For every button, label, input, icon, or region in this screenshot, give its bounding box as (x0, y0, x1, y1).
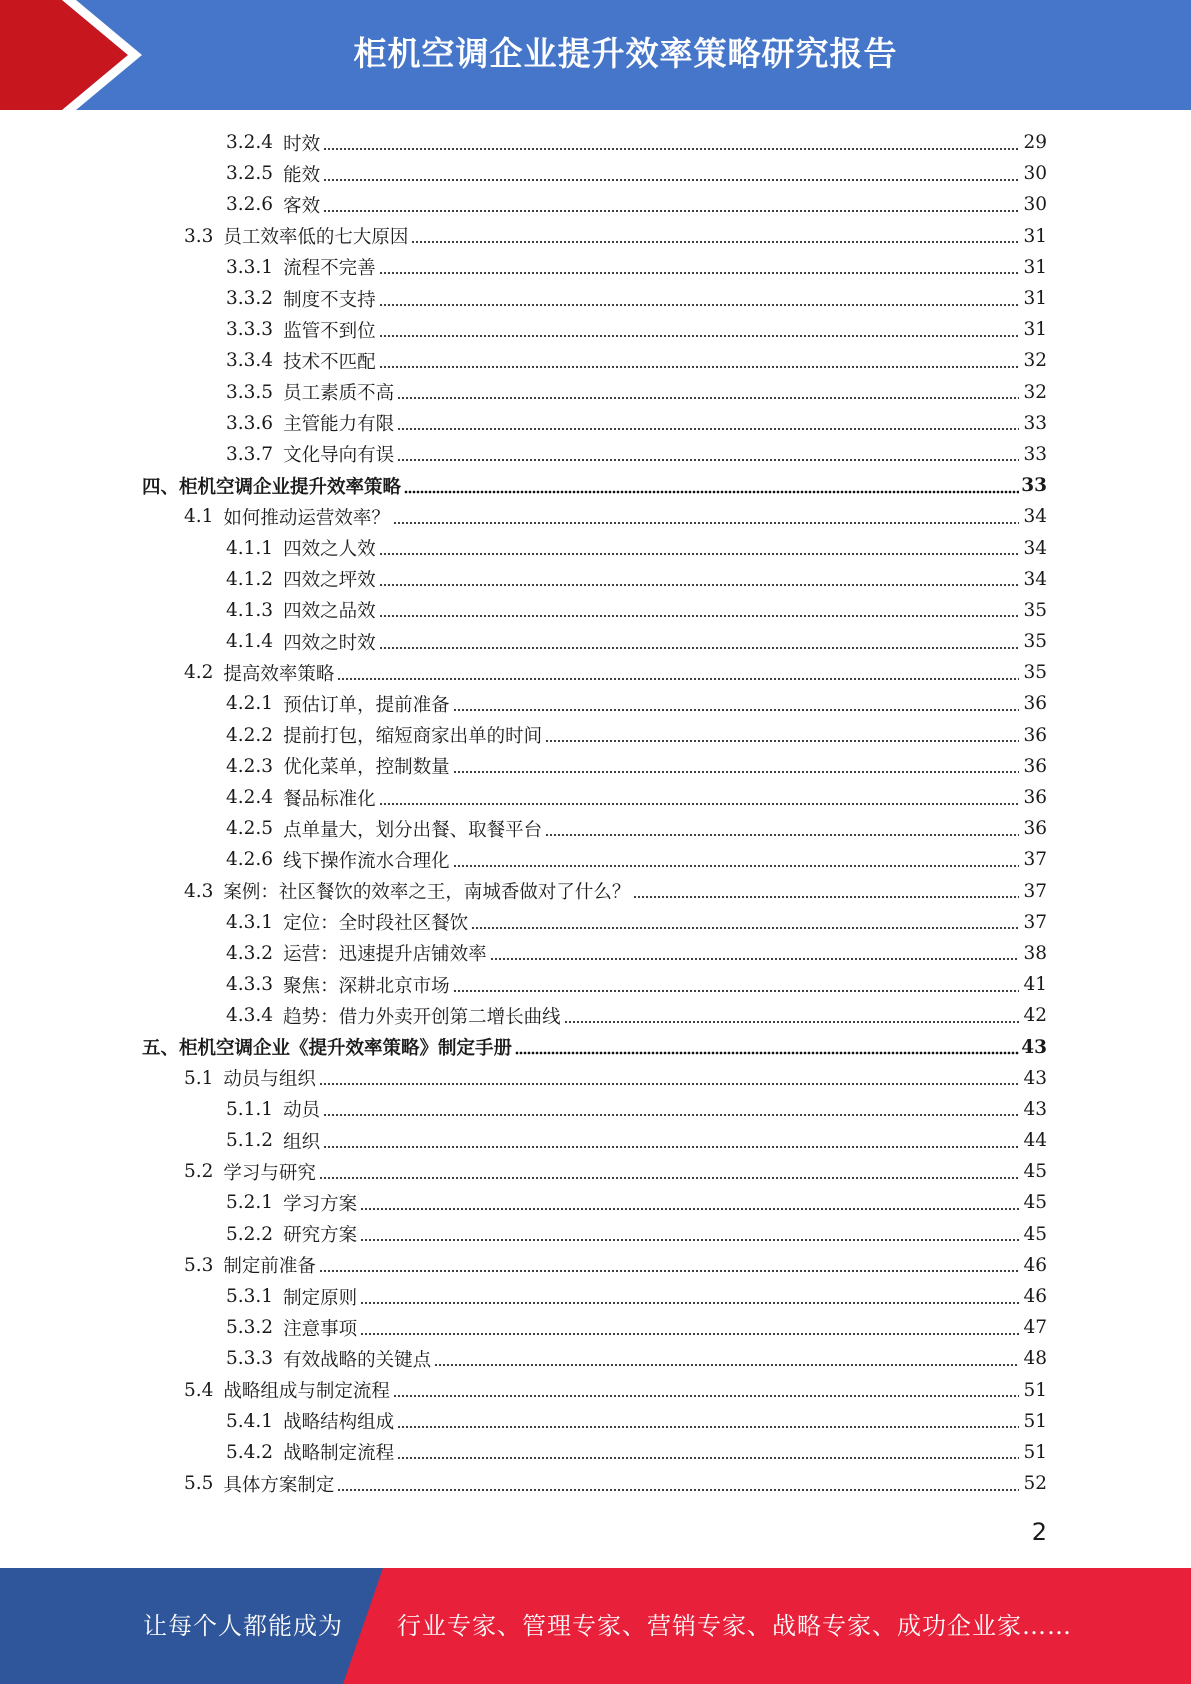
toc-entry-page: 36 (1023, 724, 1047, 746)
toc-entry-page: 36 (1023, 787, 1047, 809)
toc-entry-page: 38 (1023, 942, 1047, 964)
toc-dot-leader (434, 1362, 1019, 1368)
toc-entry-title: 四效之坪效 (283, 570, 376, 592)
toc-entry[interactable] (0, 1468, 1191, 1499)
toc-entry-title: 点单量大，划分出餐、取餐平台 (283, 819, 543, 841)
toc-entry-number: 4.2.4 (226, 787, 274, 809)
toc-entry-title: 提高效率策略 (223, 663, 335, 685)
toc-entry[interactable] (0, 751, 1191, 782)
toc-entry-page: 33 (1021, 475, 1047, 497)
toc-entry-number: 3.3.6 (226, 412, 274, 434)
toc-entry[interactable] (0, 283, 1191, 314)
toc-entry-number: 五、 (142, 1038, 180, 1060)
toc-dot-leader (633, 894, 1019, 900)
toc-entry[interactable] (0, 252, 1191, 283)
toc-entry-page: 36 (1023, 818, 1047, 840)
toc-entry[interactable] (0, 1031, 1191, 1062)
toc-entry-number: 5.2.2 (226, 1223, 274, 1245)
toc-entry[interactable] (0, 969, 1191, 1000)
toc-entry-page: 36 (1023, 755, 1047, 777)
toc-entry-number: 5.3.3 (226, 1348, 274, 1370)
toc-dot-leader (397, 1455, 1019, 1461)
toc-entry-title: 四效之品效 (283, 601, 376, 623)
toc-entry-page: 46 (1023, 1254, 1047, 1276)
table-of-contents (0, 127, 1191, 1499)
toc-dot-leader (323, 146, 1019, 152)
toc-entry-number: 4.1.2 (226, 568, 274, 590)
toc-entry[interactable] (0, 876, 1191, 907)
toc-entry-title: 研究方案 (283, 1225, 358, 1247)
toc-dot-leader (397, 457, 1019, 463)
toc-dot-leader (360, 1237, 1019, 1243)
toc-entry[interactable] (0, 626, 1191, 657)
toc-entry-title: 战略结构组成 (283, 1412, 395, 1434)
toc-entry-title: 定位：全时段社区餐饮 (283, 913, 469, 935)
toc-entry[interactable] (0, 1063, 1191, 1094)
toc-entry[interactable] (0, 595, 1191, 626)
toc-entry-number: 5.4.2 (226, 1441, 274, 1463)
toc-dot-leader (323, 208, 1019, 214)
toc-entry-number: 5.4 (184, 1379, 214, 1401)
toc-entry-number: 5.1 (184, 1067, 214, 1089)
toc-entry[interactable] (0, 1281, 1191, 1312)
toc-entry-number: 3.3.4 (226, 350, 274, 372)
toc-entry-page: 32 (1023, 381, 1047, 403)
toc-dot-leader (404, 489, 1019, 495)
toc-entry[interactable] (0, 844, 1191, 875)
toc-entry[interactable] (0, 813, 1191, 844)
toc-entry-number: 4.2.3 (226, 755, 274, 777)
toc-entry[interactable] (0, 408, 1191, 439)
toc-entry-number: 4.2.6 (226, 849, 274, 871)
toc-entry-page: 44 (1023, 1130, 1047, 1152)
toc-dot-leader (453, 707, 1019, 713)
toc-entry-page: 47 (1023, 1317, 1047, 1339)
toc-dot-leader (490, 956, 1019, 962)
toc-entry-number: 5.2.1 (226, 1192, 274, 1214)
toc-entry-title: 制定原则 (283, 1287, 358, 1309)
toc-entry-number: 5.3 (184, 1254, 214, 1276)
toc-entry-number: 4.3 (184, 880, 214, 902)
toc-entry-number: 3.3.2 (226, 288, 274, 310)
toc-entry-page: 51 (1023, 1379, 1047, 1401)
toc-dot-leader (379, 270, 1019, 276)
toc-entry-title: 线下操作流水合理化 (283, 850, 450, 872)
toc-entry-title: 预估订单，提前准备 (283, 694, 450, 716)
toc-dot-leader (379, 801, 1019, 807)
toc-entry-page: 35 (1023, 662, 1047, 684)
toc-entry-page: 46 (1023, 1286, 1047, 1308)
toc-entry-number: 3.3.7 (226, 443, 274, 465)
toc-entry-number: 4.2.1 (226, 693, 274, 715)
toc-entry[interactable] (0, 189, 1191, 220)
toc-entry-page: 43 (1023, 1067, 1047, 1089)
toc-dot-leader (379, 582, 1019, 588)
toc-dot-leader (337, 1487, 1019, 1493)
toc-entry-page: 34 (1023, 568, 1047, 590)
footer-slogan-left: 让每个人都能成为 (143, 1612, 343, 1640)
toc-entry-title: 战略制定流程 (283, 1443, 395, 1465)
toc-entry-number: 4.3.4 (226, 1005, 274, 1027)
toc-entry-title: 四效之人效 (283, 539, 376, 561)
toc-entry-title: 聚焦：深耕北京市场 (283, 975, 450, 997)
toc-entry[interactable] (0, 314, 1191, 345)
toc-dot-leader (397, 395, 1019, 401)
toc-dot-leader (319, 1081, 1019, 1087)
toc-entry-number: 5.2 (184, 1161, 214, 1183)
toc-entry-number: 3.3.1 (226, 256, 274, 278)
toc-entry-title: 制定前准备 (223, 1256, 316, 1278)
toc-entry-title: 动员与组织 (223, 1069, 316, 1091)
toc-entry-page: 41 (1023, 974, 1047, 996)
toc-entry-page: 29 (1023, 132, 1047, 154)
toc-dot-leader (411, 239, 1019, 245)
toc-entry[interactable] (0, 345, 1191, 376)
toc-dot-leader (360, 1206, 1019, 1212)
toc-dot-leader (379, 302, 1019, 308)
toc-entry-number: 3.3.5 (226, 381, 274, 403)
toc-dot-leader (323, 177, 1019, 183)
toc-entry-title: 流程不完善 (283, 258, 376, 280)
toc-dot-leader (471, 925, 1019, 931)
toc-dot-leader (379, 333, 1019, 339)
toc-entry[interactable] (0, 907, 1191, 938)
page-footer (0, 1568, 1191, 1684)
toc-entry-title: 员工效率低的七大原因 (223, 227, 409, 249)
toc-entry[interactable] (0, 720, 1191, 751)
toc-entry-number: 4.2.2 (226, 724, 274, 746)
toc-entry-page: 48 (1023, 1348, 1047, 1370)
toc-dot-leader (319, 1268, 1019, 1274)
toc-entry-number: 5.5 (184, 1473, 214, 1495)
page-number: 2 (1031, 1518, 1047, 1546)
toc-entry-page: 43 (1023, 1098, 1047, 1120)
toc-entry-number: 4.2.5 (226, 818, 274, 840)
toc-entry-number: 3.3 (184, 225, 214, 247)
toc-entry-title: 具体方案制定 (223, 1474, 335, 1496)
toc-entry-page: 52 (1023, 1473, 1047, 1495)
toc-entry-title: 主管能力有限 (283, 414, 395, 436)
toc-entry-page: 33 (1023, 412, 1047, 434)
toc-entry[interactable] (0, 1375, 1191, 1406)
toc-entry-page: 30 (1023, 163, 1047, 185)
toc-dot-leader (379, 613, 1019, 619)
toc-entry-page: 45 (1023, 1223, 1047, 1245)
toc-entry[interactable] (0, 1000, 1191, 1031)
toc-entry-number: 5.1.2 (226, 1130, 274, 1152)
toc-entry[interactable] (0, 688, 1191, 719)
toc-entry[interactable] (0, 938, 1191, 969)
toc-entry-title: 员工素质不高 (283, 383, 395, 405)
toc-entry-number: 4.1.3 (226, 599, 274, 621)
toc-entry-page: 43 (1021, 1036, 1047, 1058)
toc-entry-title: 运营：迅速提升店铺效率 (283, 944, 487, 966)
toc-dot-leader (379, 551, 1019, 557)
toc-entry[interactable] (0, 1125, 1191, 1156)
toc-entry-page: 51 (1023, 1410, 1047, 1432)
toc-entry-page: 51 (1023, 1441, 1047, 1463)
toc-entry-title: 有效战略的关键点 (283, 1349, 432, 1371)
toc-entry-number: 4.3.2 (226, 942, 274, 964)
toc-entry-title: 客效 (283, 195, 321, 217)
toc-entry-page: 31 (1023, 319, 1047, 341)
toc-entry[interactable] (0, 439, 1191, 470)
toc-entry[interactable] (0, 221, 1191, 252)
toc-entry-number: 3.2.6 (226, 194, 274, 216)
toc-entry-page: 35 (1023, 599, 1047, 621)
toc-entry[interactable] (0, 564, 1191, 595)
toc-dot-leader (319, 1175, 1019, 1181)
toc-dot-leader (453, 863, 1019, 869)
toc-entry-page: 33 (1023, 443, 1047, 465)
toc-entry-number: 4.1.1 (226, 537, 274, 559)
toc-entry[interactable] (0, 158, 1191, 189)
toc-entry-title: 如何推动运营效率？ (223, 507, 390, 529)
document-title: 柜机空调企业提升效率策略研究报告 (353, 34, 898, 73)
chevron-arrow-icon (0, 0, 160, 110)
toc-entry-page: 37 (1023, 849, 1047, 871)
toc-entry-page: 35 (1023, 631, 1047, 653)
toc-entry-title: 案例：社区餐饮的效率之王，南城香做对了什么？ (223, 882, 631, 904)
toc-dot-leader (453, 769, 1019, 775)
toc-entry[interactable] (0, 470, 1191, 501)
toc-entry-title: 监管不到位 (283, 320, 376, 342)
toc-entry[interactable] (0, 1094, 1191, 1125)
toc-entry-number: 5.3.2 (226, 1317, 274, 1339)
toc-entry[interactable] (0, 1437, 1191, 1468)
toc-entry-page: 37 (1023, 911, 1047, 933)
page-header (0, 0, 1191, 110)
toc-entry-title: 四效之时效 (283, 632, 376, 654)
toc-entry[interactable] (0, 1250, 1191, 1281)
toc-entry-title: 学习与研究 (223, 1162, 316, 1184)
toc-entry-number: 4.1.4 (226, 631, 274, 653)
toc-entry-number: 四、 (142, 476, 180, 498)
toc-entry-page: 34 (1023, 506, 1047, 528)
toc-dot-leader (323, 1112, 1019, 1118)
toc-dot-leader (545, 832, 1019, 838)
toc-dot-leader (515, 1050, 1019, 1056)
toc-entry-number: 4.1 (184, 506, 214, 528)
toc-entry[interactable] (0, 782, 1191, 813)
toc-entry-number: 4.3.3 (226, 974, 274, 996)
toc-entry-title: 餐品标准化 (283, 788, 376, 810)
toc-entry[interactable] (0, 377, 1191, 408)
toc-entry-title: 注意事项 (283, 1318, 358, 1340)
toc-dot-leader (453, 988, 1019, 994)
toc-entry-number: 4.3.1 (226, 911, 274, 933)
toc-entry-title: 时效 (283, 133, 321, 155)
toc-entry[interactable] (0, 1156, 1191, 1187)
toc-entry-title: 柜机空调企业提升效率策略 (179, 476, 402, 498)
toc-dot-leader (545, 738, 1019, 744)
toc-entry[interactable] (0, 1343, 1191, 1374)
toc-dot-leader (360, 1331, 1019, 1337)
toc-entry-page: 45 (1023, 1161, 1047, 1183)
toc-dot-leader (393, 1393, 1019, 1399)
toc-dot-leader (323, 1144, 1019, 1150)
toc-entry-page: 31 (1023, 256, 1047, 278)
toc-entry[interactable] (0, 501, 1191, 532)
toc-entry-title: 学习方案 (283, 1193, 358, 1215)
toc-dot-leader (379, 645, 1019, 651)
toc-entry-title: 战略组成与制定流程 (223, 1381, 390, 1403)
toc-entry-number: 5.3.1 (226, 1286, 274, 1308)
toc-entry-title: 技术不匹配 (283, 351, 376, 373)
toc-entry-title: 制度不支持 (283, 289, 376, 311)
toc-entry-title: 趋势：借力外卖开创第二增长曲线 (283, 1006, 561, 1028)
toc-entry-page: 36 (1023, 693, 1047, 715)
toc-entry-page: 31 (1023, 225, 1047, 247)
toc-entry-number: 5.1.1 (226, 1098, 274, 1120)
toc-entry-number: 3.3.3 (226, 319, 274, 341)
footer-slogan-right: 行业专家、管理专家、营销专家、战略专家、成功企业家…… (397, 1612, 1072, 1640)
toc-entry[interactable] (0, 1187, 1191, 1218)
toc-entry[interactable] (0, 1406, 1191, 1437)
toc-entry[interactable] (0, 127, 1191, 158)
toc-dot-leader (379, 364, 1019, 370)
toc-entry-page: 31 (1023, 288, 1047, 310)
toc-entry-page: 30 (1023, 194, 1047, 216)
toc-entry-title: 文化导向有误 (283, 445, 395, 467)
toc-entry-number: 3.2.4 (226, 132, 274, 154)
toc-entry[interactable] (0, 532, 1191, 563)
toc-entry-page: 34 (1023, 537, 1047, 559)
toc-entry[interactable] (0, 657, 1191, 688)
toc-entry-page: 37 (1023, 880, 1047, 902)
toc-entry[interactable] (0, 1312, 1191, 1343)
toc-dot-leader (564, 1019, 1019, 1025)
toc-dot-leader (360, 1300, 1019, 1306)
toc-entry-number: 3.2.5 (226, 163, 274, 185)
toc-dot-leader (393, 520, 1019, 526)
toc-entry-page: 42 (1023, 1005, 1047, 1027)
toc-entry-title: 能效 (283, 164, 321, 186)
toc-entry-page: 32 (1023, 350, 1047, 372)
toc-entry-number: 4.2 (184, 662, 214, 684)
toc-dot-leader (397, 426, 1019, 432)
toc-entry-title: 组织 (283, 1131, 321, 1153)
toc-dot-leader (397, 1424, 1019, 1430)
toc-entry-title: 优化菜单，控制数量 (283, 757, 450, 779)
toc-entry-title: 提前打包，缩短商家出单的时间 (283, 726, 543, 748)
toc-entry[interactable] (0, 1219, 1191, 1250)
toc-entry-title: 动员 (283, 1100, 321, 1122)
toc-entry-page: 45 (1023, 1192, 1047, 1214)
toc-entry-title: 柜机空调企业《提升效率策略》制定手册 (179, 1038, 513, 1060)
toc-entry-number: 5.4.1 (226, 1410, 274, 1432)
toc-dot-leader (337, 676, 1019, 682)
